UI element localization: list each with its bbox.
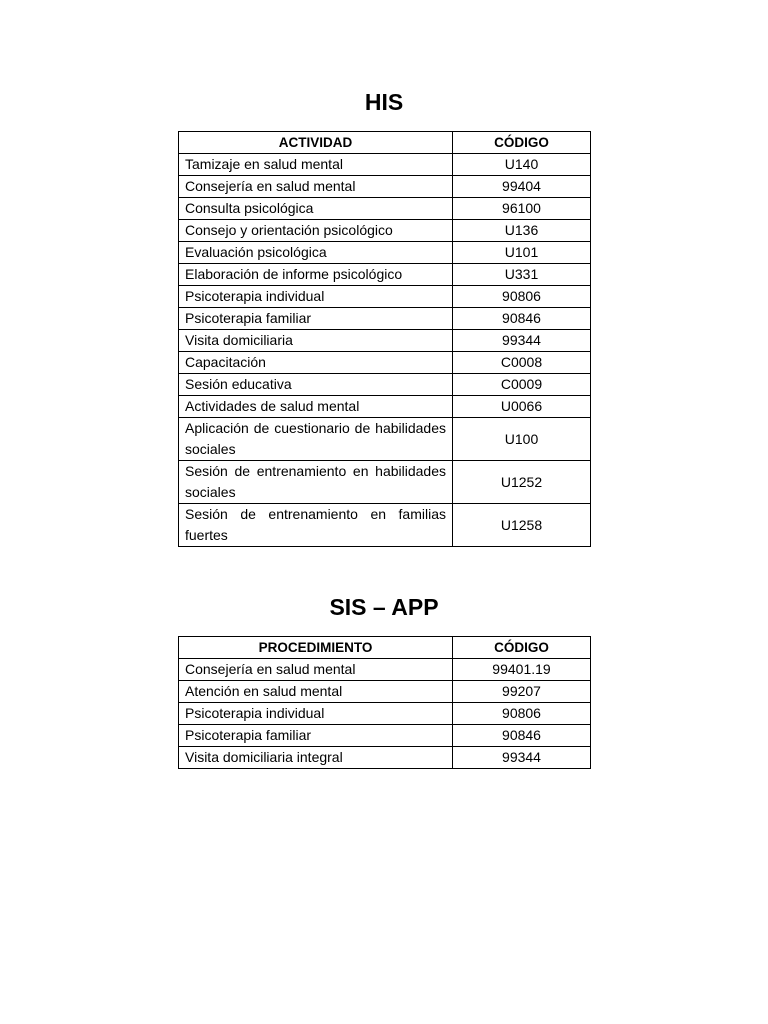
activity-cell: Consulta psicológica [179,198,453,220]
table-row [179,286,591,308]
his-table [178,131,591,547]
code-cell: 99344 [453,747,591,769]
activity-cell: Consejo y orientación psicológico [179,220,453,242]
activity-cell: Sesión educativa [179,374,453,396]
activity-cell: Consejería en salud mental [179,176,453,198]
activity-cell: Aplicación de cuestionario de habilidades sociales [179,418,453,461]
table-row [179,242,591,264]
activity-cell: Evaluación psicológica [179,242,453,264]
table-row [179,504,591,547]
code-cell: 90806 [453,286,591,308]
table-row [179,396,591,418]
code-cell: U100 [453,418,591,461]
activity-cell: Sesión de entrenamiento en familias fuertes [179,504,453,547]
table-row [179,264,591,286]
table-row [179,747,591,769]
column-header-code: CÓDIGO [453,132,591,154]
code-cell: 96100 [453,198,591,220]
column-header-procedure: PROCEDIMIENTO [179,637,453,659]
activity-cell: Sesión de entrenamiento en habilidades sociales [179,461,453,504]
table-row [179,220,591,242]
code-cell: C0008 [453,352,591,374]
activity-cell: Psicoterapia familiar [179,308,453,330]
activity-cell: Visita domiciliaria integral [179,747,453,769]
activity-cell: Elaboración de informe psicológico [179,264,453,286]
sis-table-body [179,659,591,769]
activity-cell: Psicoterapia familiar [179,725,453,747]
sis-title: SIS – APP [329,594,439,620]
code-cell: U0066 [453,396,591,418]
code-cell: 90846 [453,308,591,330]
code-cell: U1258 [453,504,591,547]
activity-cell: Atención en salud mental [179,681,453,703]
activity-cell: Visita domiciliaria [179,330,453,352]
table-row [179,703,591,725]
table-row [179,330,591,352]
table-header-row [179,637,591,659]
activity-cell: Tamizaje en salud mental [179,154,453,176]
code-cell: U1252 [453,461,591,504]
table-row [179,308,591,330]
table-row [179,418,591,461]
his-title: HIS [364,89,404,115]
code-cell: U140 [453,154,591,176]
activity-cell: Psicoterapia individual [179,703,453,725]
table-row [179,198,591,220]
sis-table [178,636,591,769]
table-row [179,681,591,703]
code-cell: U331 [453,264,591,286]
table-row [179,725,591,747]
activity-cell: Psicoterapia individual [179,286,453,308]
code-cell: 99401.19 [453,659,591,681]
table-row [179,374,591,396]
table-row [179,461,591,504]
code-cell: 90846 [453,725,591,747]
table-row [179,352,591,374]
code-cell: 99344 [453,330,591,352]
code-cell: 90806 [453,703,591,725]
table-row [179,659,591,681]
code-cell: U101 [453,242,591,264]
table-row [179,154,591,176]
activity-cell: Actividades de salud mental [179,396,453,418]
activity-cell: Capacitación [179,352,453,374]
code-cell: U136 [453,220,591,242]
column-header-activity: ACTIVIDAD [179,132,453,154]
table-row [179,176,591,198]
activity-cell: Consejería en salud mental [179,659,453,681]
column-header-code: CÓDIGO [453,637,591,659]
code-cell: 99404 [453,176,591,198]
code-cell: 99207 [453,681,591,703]
code-cell: C0009 [453,374,591,396]
his-table-body [179,154,591,547]
table-header-row [179,132,591,154]
